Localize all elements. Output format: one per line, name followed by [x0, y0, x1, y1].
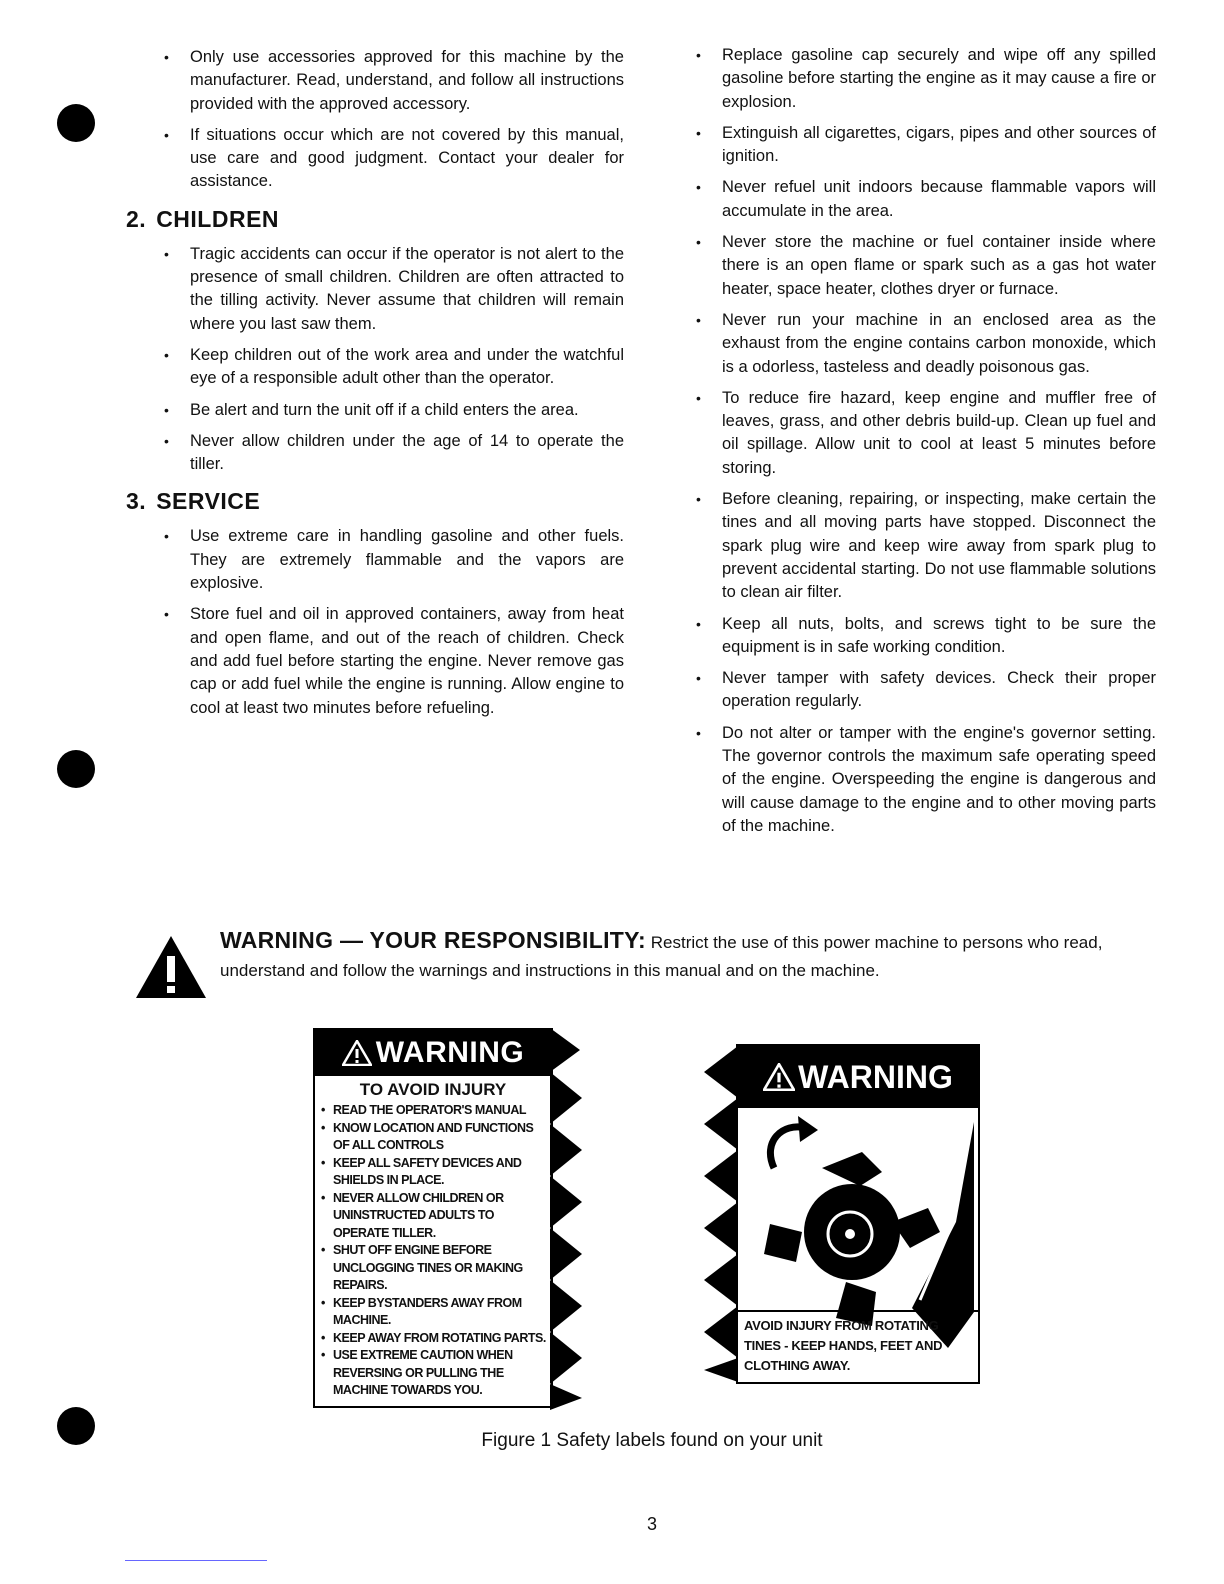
bullet-item: • Before cleaning, repairing, or inspecting, make certain the tines and all moving parts have stopped. Disconnect the spark plug wire and keep wire away from spark plug to prevent accidental starting. Do not use flammable solutions to clean air filter. — [696, 488, 1156, 604]
label-left-subtitle: TO AVOID INJURY — [359, 1080, 507, 1099]
label-warning-triangle-icon — [763, 1063, 795, 1091]
responsibility-text: Restrict the use of this power machine to persons who read, understand and follow the warnings and instructions in this manual and on the machine. — [220, 933, 1103, 980]
label-left-items — [315, 1102, 551, 1400]
figure-caption: Figure 1 Safety labels found on your unit — [481, 1430, 823, 1451]
safety-label-to-avoid-injury — [313, 1028, 553, 1408]
label-left-item: • SHUT OFF ENGINE BEFORE UNCLOGGING TINES OR MAKING REPAIRS. — [321, 1242, 547, 1295]
bullet-item: • Never refuel unit indoors because flammable vapors will accumulate in the area. — [696, 176, 1156, 223]
warning-triangle-icon — [134, 934, 208, 1000]
bullet-item: • Only use accessories approved for this machine by the manufacturer. Read, understand, and follow all instructions provided with the approved accessory. — [164, 46, 624, 116]
label-warning-triangle-icon — [342, 1040, 372, 1066]
bullet-item: • To reduce fire hazard, keep engine and muffler free of leaves, grass, and other debris build-up. Clean up fuel and oil spillage. Allow unit to cool at least 5 minutes before storing. — [696, 387, 1156, 480]
label-right-arrow-edge — [702, 1044, 738, 1384]
footer-rule — [125, 1560, 267, 1561]
bullet-item: • If situations occur which are not covered by this manual, use care and good judgment. Contact your dealer for assistance. — [164, 124, 624, 194]
responsibility-heading: WARNING — YOUR RESPONSIBILITY: — [220, 927, 647, 953]
label-left-item: • KEEP BYSTANDERS AWAY FROM MACHINE. — [321, 1295, 547, 1330]
intro-bullets — [164, 46, 624, 194]
right-column — [696, 44, 1156, 846]
section-heading-service: 3. SERVICE — [126, 488, 261, 515]
bullet-item: • Replace gasoline cap securely and wipe off any spilled gasoline before starting the engine as it may cause a fire or explosion. — [696, 44, 1156, 114]
page-number: 3 — [646, 1514, 657, 1534]
binder-hole-middle — [57, 750, 95, 788]
label-left-item: • KEEP AWAY FROM ROTATING PARTS. — [321, 1330, 547, 1348]
service-bullets — [164, 525, 624, 719]
bullet-item: • Never tamper with safety devices. Check their proper operation regularly. — [696, 667, 1156, 714]
right-bullets — [696, 44, 1156, 838]
responsibility-warning — [220, 926, 1170, 985]
label-right-header: WARNING — [738, 1046, 978, 1108]
binder-hole-top — [57, 104, 95, 142]
bullet-item: • Keep all nuts, bolts, and screws tight to be sure the equipment is in safe working condition. — [696, 613, 1156, 660]
label-left-item: • NEVER ALLOW CHILDREN OR UNINSTRUCTED ADULTS TO OPERATE TILLER. — [321, 1190, 547, 1243]
bullet-item: • Keep children out of the work area and under the watchful eye of a responsible adult other than the operator. — [164, 344, 624, 391]
bullet-item: • Extinguish all cigarettes, cigars, pipes and other sources of ignition. — [696, 122, 1156, 169]
label-left-arrow-edge — [550, 1028, 584, 1410]
label-left-item: • KEEP ALL SAFETY DEVICES AND SHIELDS IN PLACE. — [321, 1155, 547, 1190]
children-bullets — [164, 243, 624, 477]
label-left-header: WARNING — [315, 1030, 551, 1076]
bullet-item: • Do not alter or tamper with the engine's governor setting. The governor controls the maximum safe operating speed of the engine. Overspeeding the engine is dangerous and will cause damage to the engine and to other moving parts of the machine. — [696, 722, 1156, 838]
bullet-item: • Tragic accidents can occur if the operator is not alert to the presence of small children. Children are often attracted to the tilling activity. Never assume that children will remain where you last saw them. — [164, 243, 624, 336]
label-left-item: • READ THE OPERATOR'S MANUAL — [321, 1102, 547, 1120]
bullet-item: • Store fuel and oil in approved containers, away from heat and open flame, and out of the reach of children. Check and add fuel before starting the engine. Never remove gas cap or add fuel while the engine is running. Allow engine to cool at least two minutes before refueling. — [164, 603, 624, 719]
label-left-item: • USE EXTREME CAUTION WHEN REVERSING OR PULLING THE MACHINE TOWARDS YOU. — [321, 1347, 547, 1400]
safety-label-rotating-tines — [736, 1044, 980, 1384]
bullet-item: • Be alert and turn the unit off if a child enters the area. — [164, 399, 624, 422]
left-column — [126, 46, 624, 728]
bullet-item: • Never allow children under the age of 14 to operate the tiller. — [164, 430, 624, 477]
bullet-item: • Use extreme care in handling gasoline and other fuels. They are extremely flammable and the vapors are explosive. — [164, 525, 624, 595]
bullet-item: • Never run your machine in an enclosed area as the exhaust from the engine contains carbon monoxide, which is a odorless, tasteless and deadly poisonous gas. — [696, 309, 1156, 379]
bullet-item: • Never store the machine or fuel container inside where there is an open flame or spark such as a gas hot water heater, space heater, clothes dryer or furnace. — [696, 231, 1156, 301]
label-right-caption: AVOID INJURY FROM ROTATING TINES - KEEP HANDS, FEET AND CLOTHING AWAY. — [738, 1310, 978, 1382]
label-left-item: • KNOW LOCATION AND FUNCTIONS OF ALL CONTROLS — [321, 1120, 547, 1155]
section-heading-children: 2. CHILDREN — [126, 205, 280, 232]
